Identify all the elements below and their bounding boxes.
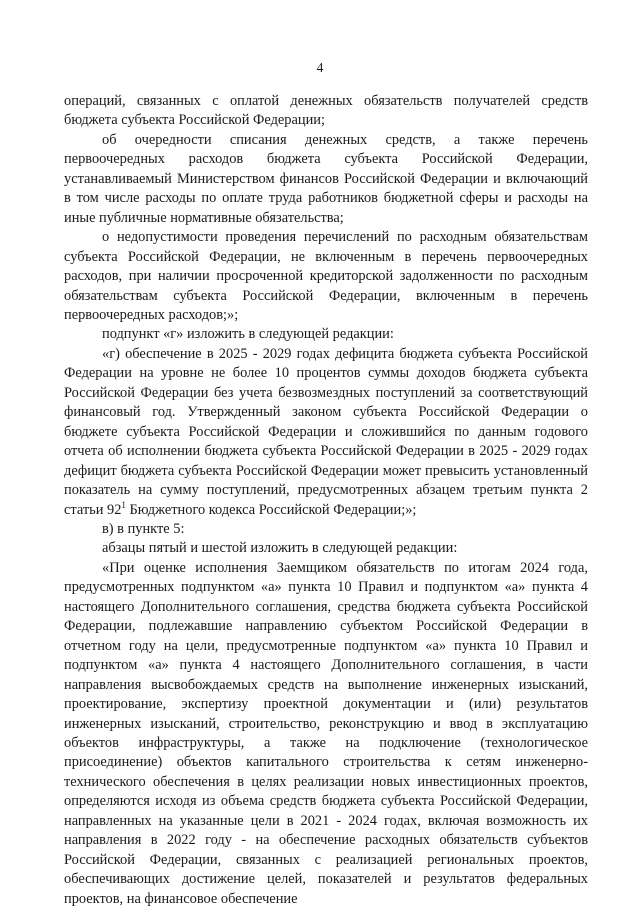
paragraph-text: «г) обеспечение в 2025 - 2029 годах дефицита бюджета субъекта Российской Федерации на уровне не более 10 процентов суммы доходов бюджета субъекта Российской Федерации без учета безвозмездных поступлений за соответствующий финансовый год. Утвержденный законом субъекта Российской Федерации о бюджете субъекта Российской Федерации и сложившийся по данным годового отчета об исполнении бюджета субъекта Российской Федерации в 2025 - 2029 годах дефицит бюджета субъекта Российской Федерации может превысить установленный показатель на сумму поступлений, предусмотренных абзацем третьим пункта 2 статьи 92	[64, 345, 588, 518]
paragraph: «При оценке исполнения Заемщиком обязательств по итогам 2024 года, предусмотренных подпунктом «а» пункта 10 Правил и подпунктом «а» пункта 4 настоящего Дополнительного соглашения, средства бюджета субъекта Российской Федерации, подлежавшие направлению субъектом Российской Федерации в отчетном году на цели, предусмотренные подпунктом «а» пункта 10 Правил и подпунктом «а» пункта 4 настоящего Дополнительного соглашения, в части направления высвобождаемых средств на выполнение инженерных изысканий, проектирование, экспертизу проектной документации и (или) результатов инженерных изысканий, строительство, реконструкцию и ввод в эксплуатацию объектов инфраструктуры, а также на подключение (технологическое присоединение) объектов капитального строительства к сетям инженерно-технического обеспечения в целях реализации новых инвестиционных проектов, определяются исходя из объема средств бюджета субъекта Российской Федерации, направленных на указанные цели в 2021 - 2024 годах, включая возможность их направления в 2022 году - на обеспечение расходных обязательств субъектов Российской Федерации, связанных с реализацией региональных проектов, обеспечивающих достижение целей, показателей и результатов федеральных проектов, на финансовое обеспечение	[64, 559, 588, 907]
paragraph-tail: Бюджетного кодекса Российской Федерации;»;	[125, 501, 417, 518]
superscript: 1	[121, 499, 126, 510]
page-number: 4	[316, 60, 324, 75]
paragraph	[64, 345, 588, 520]
paragraph: об очередности списания денежных средств, а также перечень первоочередных расходов бюджета субъекта Российской Федерации, устанавливаемый Министерством финансов Российской Федерации и включающий в том числе расходы по оплате труда работников бюджетной сферы и расходы на иные публичные нормативные обязательства;	[64, 131, 588, 226]
document-body	[64, 92, 588, 909]
paragraph: о недопустимости проведения перечислений по расходным обязательствам субъекта Российской Федерации, не включенным в перечень первоочередных расходов, при наличии просроченной кредиторской задолженности по расходным обязательствам субъекта Российской Федерации, включенным в перечень первоочередных расходов;»;	[64, 229, 588, 323]
paragraph: в) в пункте 5:	[102, 520, 185, 537]
paragraph: подпункт «г» изложить в следующей редакции:	[102, 326, 394, 343]
paragraph: операций, связанных с оплатой денежных обязательств получателей средств бюджета субъекта Российской Федерации;	[64, 93, 588, 129]
paragraph: абзацы пятый и шестой изложить в следующей редакции:	[102, 540, 458, 557]
